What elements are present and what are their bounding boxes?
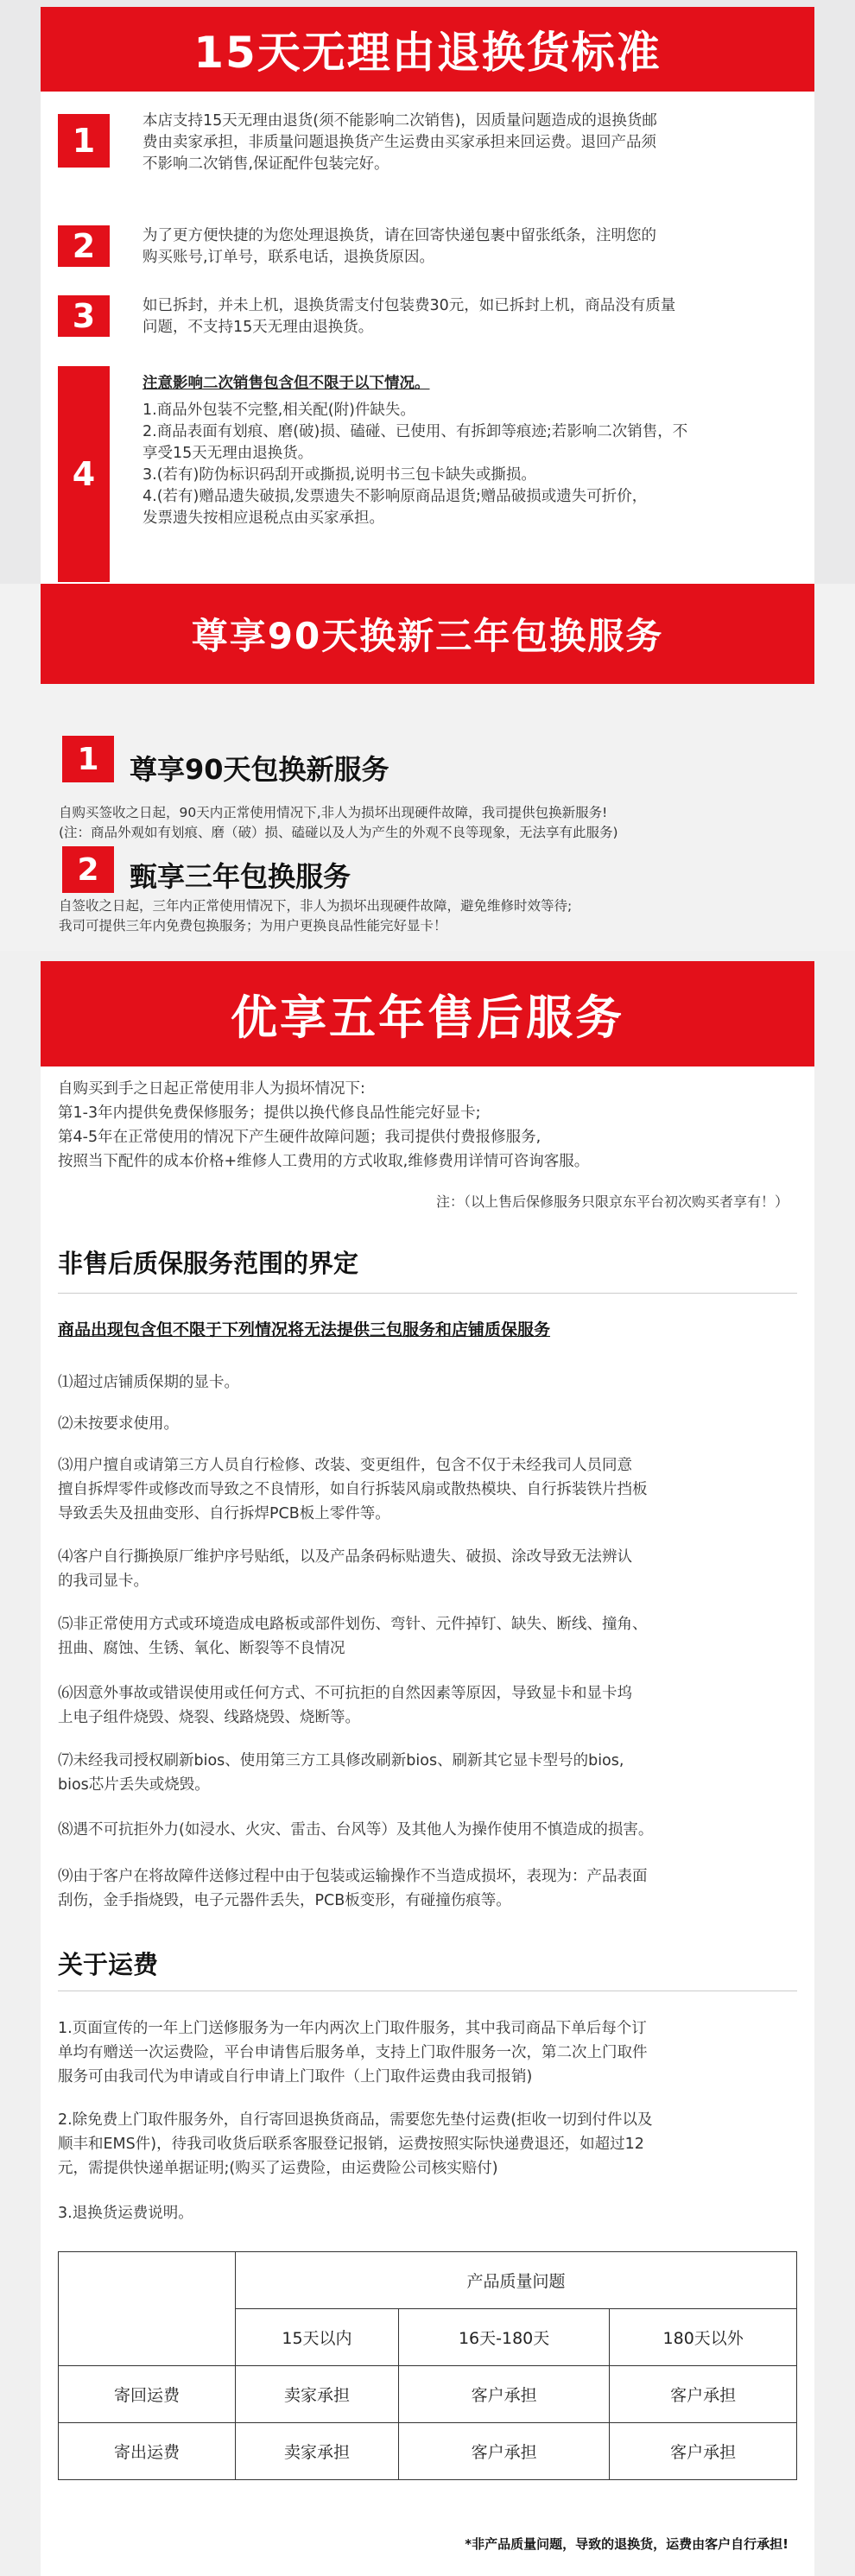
table-corner bbox=[59, 2252, 236, 2366]
table-cell: 客户承担 bbox=[398, 2366, 609, 2423]
scope-subheading: 商品出现包含但不限于下列情况将无法提供三包服务和店铺质保服务 bbox=[58, 1320, 551, 1339]
service-title-90-days: 尊享90天包换新服务 bbox=[130, 753, 390, 786]
table-cell: 客户承担 bbox=[610, 2366, 797, 2423]
scope-item-7: ⑺未经我司授权刷新bios、使用第三方工具修改刷新bios、刷新其它显卡型号的bios, bios芯片丢失或烧毁。 bbox=[58, 1752, 624, 1794]
scope-item-6: ⑹因意外事故或错误使用或任何方式、不可抗拒的自然因素等原因，导致显卡和显卡坞 上电子组件烧毁、烧裂、线路烧毁、烧断等。 bbox=[58, 1685, 632, 1726]
shipping-fee-table bbox=[58, 2251, 797, 2480]
policy-text-1: 本店支持15天无理由退货(须不能影响二次销售)，因质量问题造成的退换货邮 费由卖家承担，非质量问题退换货产生运费由买家承担来回运费。退回产品须 不影响二次销售,保证配件包装完好。 bbox=[142, 112, 657, 173]
scope-item-9: ⑼由于客户在将故障件送修过程中由于包装或运输操作不当造成损坏，表现为：产品表面 刮伤，金手指烧毁，电子元器件丢失，PCB板变形，有碰撞伤痕等。 bbox=[58, 1868, 648, 1909]
table-cell: 卖家承担 bbox=[236, 2423, 399, 2480]
after-sales-section bbox=[0, 951, 855, 2576]
service-number-1: 1 bbox=[62, 736, 114, 782]
scope-item-3: ⑶用户擅自或请第三方人员自行检修、改装、变更组件，包含不仅于未经我司人员同意 擅自拆焊零件或修改而导致之不良情形，如自行拆装风扇或散热模块、自行拆装铁片挡板 导致丢失及扭曲变形、自行拆焊PCB板上零件等。 bbox=[58, 1457, 648, 1522]
after-sales-note: 注：（以上售后保修服务只限京东平台初次购买者享有！） bbox=[435, 1193, 788, 1210]
service-number-2: 2 bbox=[62, 846, 114, 893]
table-row bbox=[59, 2366, 797, 2423]
shipping-item-1: 1.页面宣传的一年上门送修服务为一年内两次上门取件服务，其中我司商品下单后每个订 单均有赠送一次运费险，平台申请售后服务单，支持上门取件服务一次，第二次上门取件 服务可由我司代为申请或自行申请上门取件（上门取件运费由我司报销) bbox=[58, 2020, 648, 2085]
replacement-service-section bbox=[0, 584, 855, 951]
replacement-service-banner: 尊享90天换新三年包换服务 bbox=[41, 584, 814, 684]
table-row-label: 寄出运费 bbox=[59, 2423, 236, 2480]
policy-text-2: 为了更方便快捷的为您处理退换货，请在回寄快递包裹中留张纸条，注明您的 购买账号,订单号，联系电话，退换货原因。 bbox=[142, 227, 656, 266]
divider bbox=[58, 1293, 797, 1294]
shipping-heading: 关于运费 bbox=[58, 1950, 159, 1979]
policy-number-2: 2 bbox=[58, 225, 110, 267]
after-sales-banner: 优享五年售后服务 bbox=[41, 961, 814, 1066]
policy-number-4: 4 bbox=[58, 366, 110, 582]
policy-number-3: 3 bbox=[58, 295, 110, 337]
service-desc-90-days: 自购买签收之日起，90天内正常使用情况下,非人为损坏出现硬件故障，我司提供包换新服务! (注：商品外观如有划痕、磨（破）损、磕碰以及人为产生的外观不良等现象，无法享有此服务) bbox=[59, 805, 618, 840]
service-desc-3-years: 自签收之日起，三年内正常使用情况下，非人为损坏出现硬件故障，避免维修时效等待; 我司可提供三年内免费包换服务；为用户更换良品性能完好显卡！ bbox=[59, 898, 573, 934]
service-title-3-years: 甄享三年包换服务 bbox=[130, 860, 352, 893]
table-group-header: 产品质量问题 bbox=[236, 2252, 797, 2309]
table-cell: 客户承担 bbox=[610, 2423, 797, 2480]
shipping-footnote: *非产品质量问题，导致的退换货，运费由客户自行承担! bbox=[465, 2536, 788, 2552]
policy-number-1: 1 bbox=[58, 114, 110, 168]
scope-item-2: ⑵未按要求使用。 bbox=[58, 1415, 179, 1433]
policy-text-3: 如已拆封，并未上机，退换货需支付包装费30元，如已拆封上机，商品没有质量 问题，不支持15天无理由退换货。 bbox=[142, 297, 676, 336]
table-cell: 客户承担 bbox=[398, 2423, 609, 2480]
table-row-label: 寄回运费 bbox=[59, 2366, 236, 2423]
scope-item-8: ⑻遇不可抗拒外力(如浸水、火灾、雷击、台风等）及其他人为操作使用不慎造成的损害。 bbox=[58, 1821, 654, 1839]
table-column-header: 16天-180天 bbox=[398, 2309, 609, 2366]
policy-item-2 bbox=[41, 225, 814, 286]
return-policy-body bbox=[41, 92, 814, 584]
table-column-header: 180天以外 bbox=[610, 2309, 797, 2366]
table-column-header: 15天以内 bbox=[236, 2309, 399, 2366]
scope-item-4: ⑷客户自行撕换原厂维护序号贴纸，以及产品条码标贴遗失、破损、涂改导致无法辨认 的我司显卡。 bbox=[58, 1548, 632, 1590]
scope-heading: 非售后质保服务范围的界定 bbox=[58, 1249, 359, 1278]
shipping-item-2: 2.除免费上门取件服务外，自行寄回退换货商品，需要您先垫付运费(拒收一切到付件以及 顺丰和EMS件)，待我司收货后联系客服登记报销，运费按照实际快递费退还，如超过12 元，需提供快递单据证明;(购买了运费险，由运费险公司核实赔付) bbox=[58, 2111, 653, 2177]
return-policy-banner: 15天无理由退换货标准 bbox=[41, 7, 814, 92]
return-policy-section bbox=[0, 0, 855, 584]
policy-item-1 bbox=[41, 92, 814, 195]
after-sales-intro: 自购买到手之日起正常使用非人为损坏情况下: 第1-3年内提供免费保修服务；提供以换代修良品性能完好显卡; 第4-5年在正常使用的情况下产生硬件故障问题；我司提供付费报修服务, 按照当下配件的成本价格+维修人工费用的方式收取,维修费用详情可咨询客服。 bbox=[58, 1080, 590, 1170]
scope-item-5: ⑸非正常使用方式或环境造成电路板或部件划伤、弯针、元件掉钉、缺失、断线、撞角、 扭曲、腐蚀、生锈、氧化、断裂等不良情况 bbox=[58, 1616, 648, 1657]
after-sales-body bbox=[41, 1066, 814, 2576]
shipping-item-3: 3.退换货运费说明。 bbox=[58, 2205, 193, 2222]
table-row bbox=[59, 2423, 797, 2480]
table-cell: 卖家承担 bbox=[236, 2366, 399, 2423]
policy-item-4 bbox=[41, 366, 814, 573]
policy-item-3 bbox=[41, 295, 814, 356]
scope-item-1: ⑴超过店铺质保期的显卡。 bbox=[58, 1374, 239, 1391]
policy-text-4: 注意影响二次销售包含但不限于以下情况。 1.商品外包装不完整,相关配(附)件缺失。 2.商品表面有划痕、磨(破)损、磕碰、已使用、有拆卸等痕迹;若影响二次销售，不 享受15天无理由退换货。 3.(若有)防伪标识码刮开或撕损,说明书三包卡缺失或撕损。 4.(若有)赠品遗失破损,发票遗失不影响原商品退货;赠品破损或遗失可折价， 发票遗失按相应退税点由买家承担。 bbox=[142, 375, 688, 527]
